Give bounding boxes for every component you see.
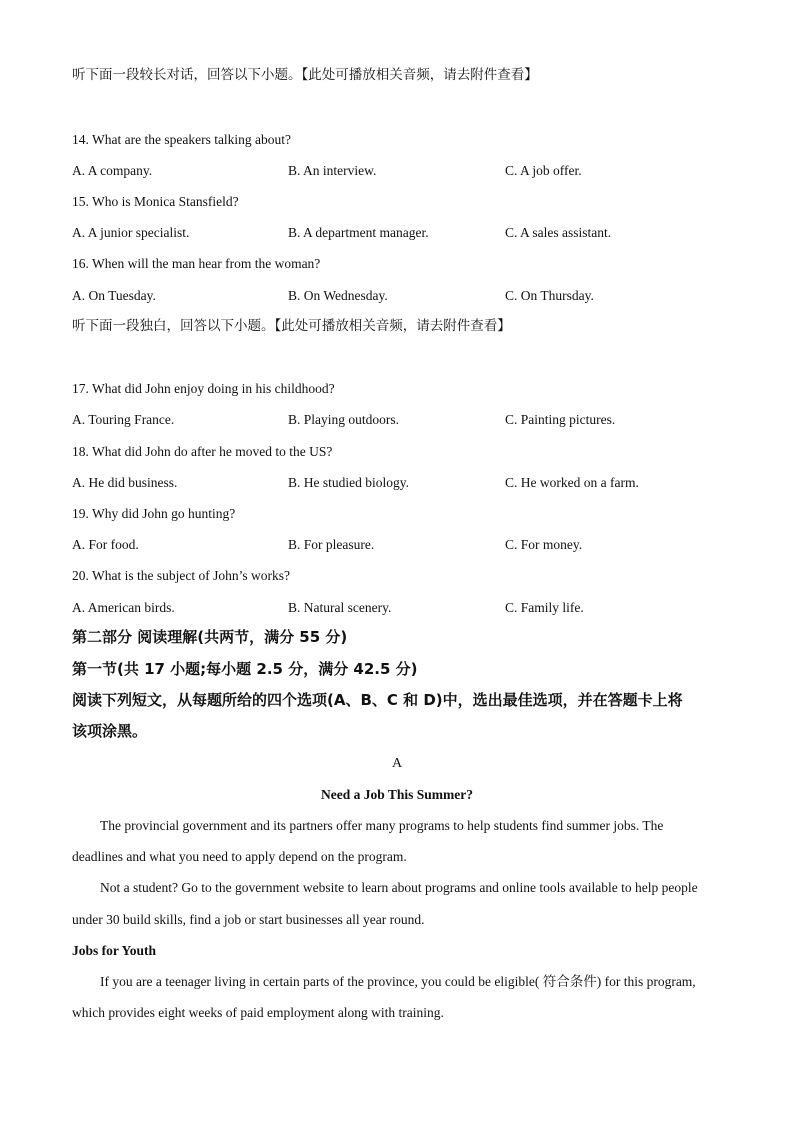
option-c: C. A job offer.	[505, 163, 582, 178]
option-c: C. He worked on a farm.	[505, 475, 639, 490]
listening-intro-2: 听下面一段独白，回答以下小题。【此处可播放相关音频，请去附件查看】	[72, 318, 511, 334]
paragraph-2-line-2: under 30 build skills, find a job or start businesses all year round.	[72, 912, 425, 927]
option-a: A. For food.	[72, 537, 139, 552]
option-a: A. On Tuesday.	[72, 288, 156, 303]
instruction-line-1: 阅读下列短文，从每题所给的四个选项(A、B、C 和 D)中，选出最佳选项，并在答题卡上将	[72, 691, 683, 709]
passage-letter: A	[391, 756, 403, 771]
option-b: B. A department manager.	[288, 225, 429, 240]
options-row-16	[0, 287, 794, 305]
option-b: B. For pleasure.	[288, 537, 375, 552]
subheading-jobs-for-youth: Jobs for Youth	[72, 943, 157, 958]
option-c: C. Family life.	[505, 600, 584, 615]
listening-intro-1: 听下面一段较长对话，回答以下小题。【此处可播放相关音频，请去附件查看】	[72, 67, 538, 83]
option-a: A. American birds.	[72, 600, 175, 615]
option-b: B. Playing outdoors.	[288, 412, 400, 427]
paragraph-1-line-1: The provincial government and its partners offer many programs to help students find summer jobs. The	[100, 818, 664, 833]
option-b: B. An interview.	[288, 163, 377, 178]
option-b: B. On Wednesday.	[288, 288, 388, 303]
option-a: A. A company.	[72, 163, 153, 178]
question-18: 18. What did John do after he moved to the US?	[72, 444, 333, 459]
options-row-15	[0, 224, 794, 242]
option-c: C. On Thursday.	[505, 288, 594, 303]
paragraph-2-line-1: Not a student? Go to the government website to learn about programs and online tools available to help people	[100, 880, 698, 895]
options-row-14	[0, 162, 794, 180]
instruction-line-2: 该项涂黑。	[72, 722, 148, 740]
options-row-18	[0, 474, 794, 492]
question-20: 20. What is the subject of John’s works?	[72, 568, 290, 583]
options-row-17	[0, 411, 794, 429]
option-a: A. A junior specialist.	[72, 225, 190, 240]
option-b: B. Natural scenery.	[288, 600, 392, 615]
section1-heading: 第一节(共 17 小题;每小题 2.5 分，满分 42.5 分)	[72, 660, 418, 678]
question-19: 19. Why did John go hunting?	[72, 506, 236, 521]
part2-heading: 第二部分 阅读理解(共两节，满分 55 分)	[72, 628, 348, 646]
options-row-19	[0, 536, 794, 554]
question-15: 15. Who is Monica Stansfield?	[72, 194, 239, 209]
option-c: C. A sales assistant.	[505, 225, 612, 240]
question-16: 16. When will the man hear from the woman?	[72, 256, 321, 271]
options-row-20	[0, 599, 794, 617]
paragraph-3-line-1: If you are a teenager living in certain parts of the province, you could be eligible( 符合条件) for this program,	[100, 974, 696, 989]
option-a: A. He did business.	[72, 475, 178, 490]
question-14: 14. What are the speakers talking about?	[72, 132, 292, 147]
option-b: B. He studied biology.	[288, 475, 409, 490]
option-a: A. Touring France.	[72, 412, 175, 427]
option-c: C. Painting pictures.	[505, 412, 616, 427]
paragraph-3-line-2: which provides eight weeks of paid employment along with training.	[72, 1005, 444, 1020]
option-c: C. For money.	[505, 537, 583, 552]
question-17: 17. What did John enjoy doing in his childhood?	[72, 381, 335, 396]
passage-title: Need a Job This Summer?	[320, 787, 473, 802]
paragraph-1-line-2: deadlines and what you need to apply depend on the program.	[72, 849, 407, 864]
